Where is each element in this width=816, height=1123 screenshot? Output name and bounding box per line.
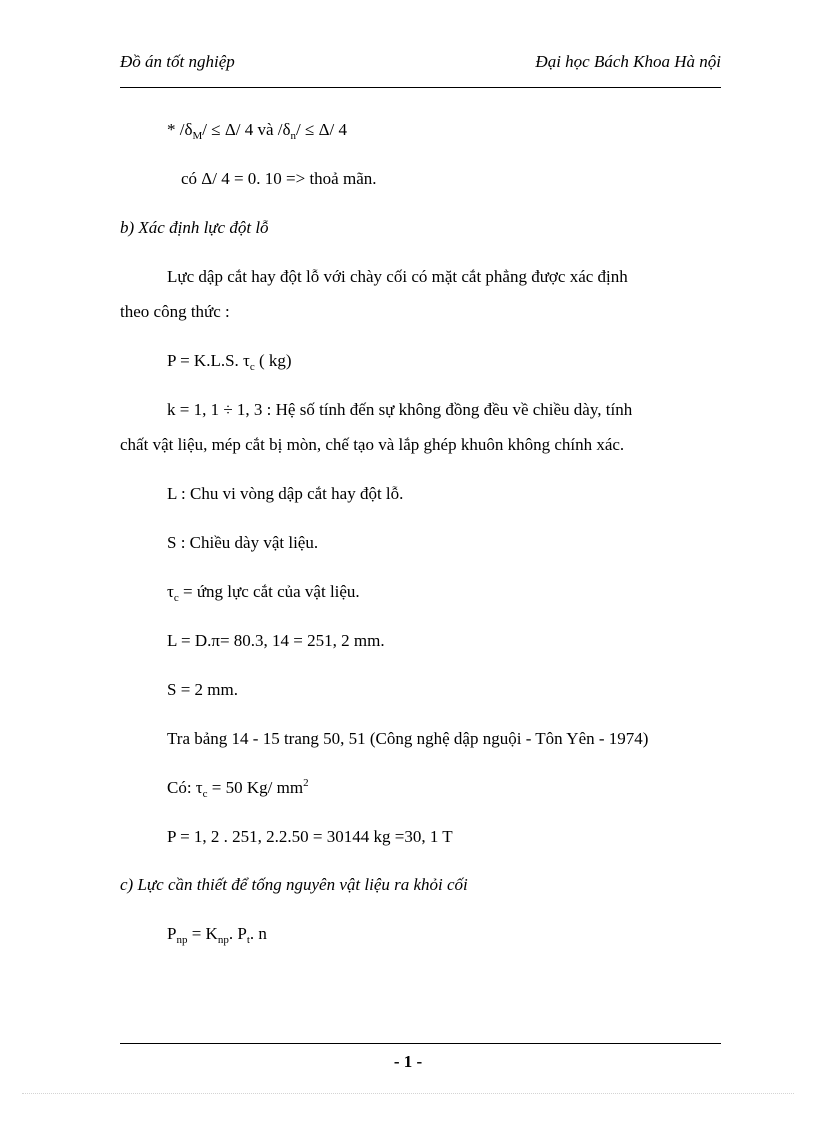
paragraph-text: Lực dập cắt hay đột lỗ với chày cối có mặt cắt phẳng được xác định — [167, 267, 628, 286]
condition-part: / ≤ Δ/ 4 — [296, 120, 347, 139]
paragraph-line: theo công thức : — [120, 302, 230, 321]
condition-sub-n: n — [290, 130, 297, 142]
condition-sub-m: M — [192, 130, 203, 142]
formula-sub: c — [249, 361, 255, 373]
pnp-part: . P — [228, 924, 247, 943]
tau-symbol: τ — [167, 582, 174, 601]
header-rule — [120, 87, 721, 88]
pnp-part: = K — [187, 924, 218, 943]
tau-value-part: = 50 Kg/ mm — [207, 778, 304, 797]
calc-l: L = D.π= 80.3, 14 = 251, 2 mm. — [167, 631, 385, 650]
header-left-title: Đồ án tốt nghiệp — [120, 52, 235, 71]
tau-sub: c — [173, 592, 179, 604]
pnp-part: . n — [249, 924, 267, 943]
formula-p — [167, 349, 292, 373]
pnp-sub: t — [246, 934, 250, 946]
section-heading-c: c) Lực cần thiết để tống nguyên vật liệu ra khỏi cối — [120, 875, 468, 894]
definition-l: L : Chu vi vòng dập cắt hay đột lỗ. — [167, 484, 404, 503]
condition-part: / ≤ Δ/ 4 và /δ — [202, 120, 291, 139]
table-reference: Tra bảng 14 - 15 trang 50, 51 (Công nghệ dập nguội - Tôn Yên - 1974) — [167, 729, 649, 748]
formula-pnp — [167, 922, 267, 946]
page-break-dotted-line — [22, 1093, 794, 1094]
definition-tau — [167, 580, 360, 604]
header-right-title: Đại học Bách Khoa Hà nội — [535, 52, 721, 71]
condition-result: có Δ/ 4 = 0. 10 => thoả mãn. — [181, 169, 377, 188]
paragraph-line — [120, 265, 710, 289]
footer-rule — [120, 1043, 721, 1044]
paragraph-line: chất vật liệu, mép cắt bị mòn, chế tạo và lắp ghép khuôn không chính xác. — [120, 435, 625, 454]
formula-part: ( kg) — [254, 351, 292, 370]
page-number: - 1 - — [393, 1052, 423, 1071]
tau-text: = ứng lực cắt của vật liệu. — [178, 582, 360, 601]
paragraph-text: k = 1, 1 ÷ 1, 3 : Hệ số tính đến sự không đồng đều về chiều dày, tính — [167, 400, 633, 419]
section-heading-b: b) Xác định lực đột lỗ — [120, 218, 269, 237]
definition-s: S : Chiều dày vật liệu. — [167, 533, 319, 552]
tau-value-sup: 2 — [303, 777, 309, 789]
tau-value-sub: c — [202, 788, 208, 800]
condition-part: * /δ — [167, 120, 193, 139]
pnp-sub: np — [176, 934, 188, 946]
paragraph-line — [120, 398, 710, 422]
pnp-sub: np — [217, 934, 229, 946]
pnp-part: P — [167, 924, 177, 943]
condition-line — [167, 118, 347, 142]
formula-part: P = K.L.S. τ — [167, 351, 250, 370]
calc-s: S = 2 mm. — [167, 680, 238, 699]
calc-p: P = 1, 2 . 251, 2.2.50 = 30144 kg =30, 1 T — [167, 827, 453, 846]
tau-value-part: Có: τ — [167, 778, 203, 797]
tau-value — [167, 776, 309, 800]
